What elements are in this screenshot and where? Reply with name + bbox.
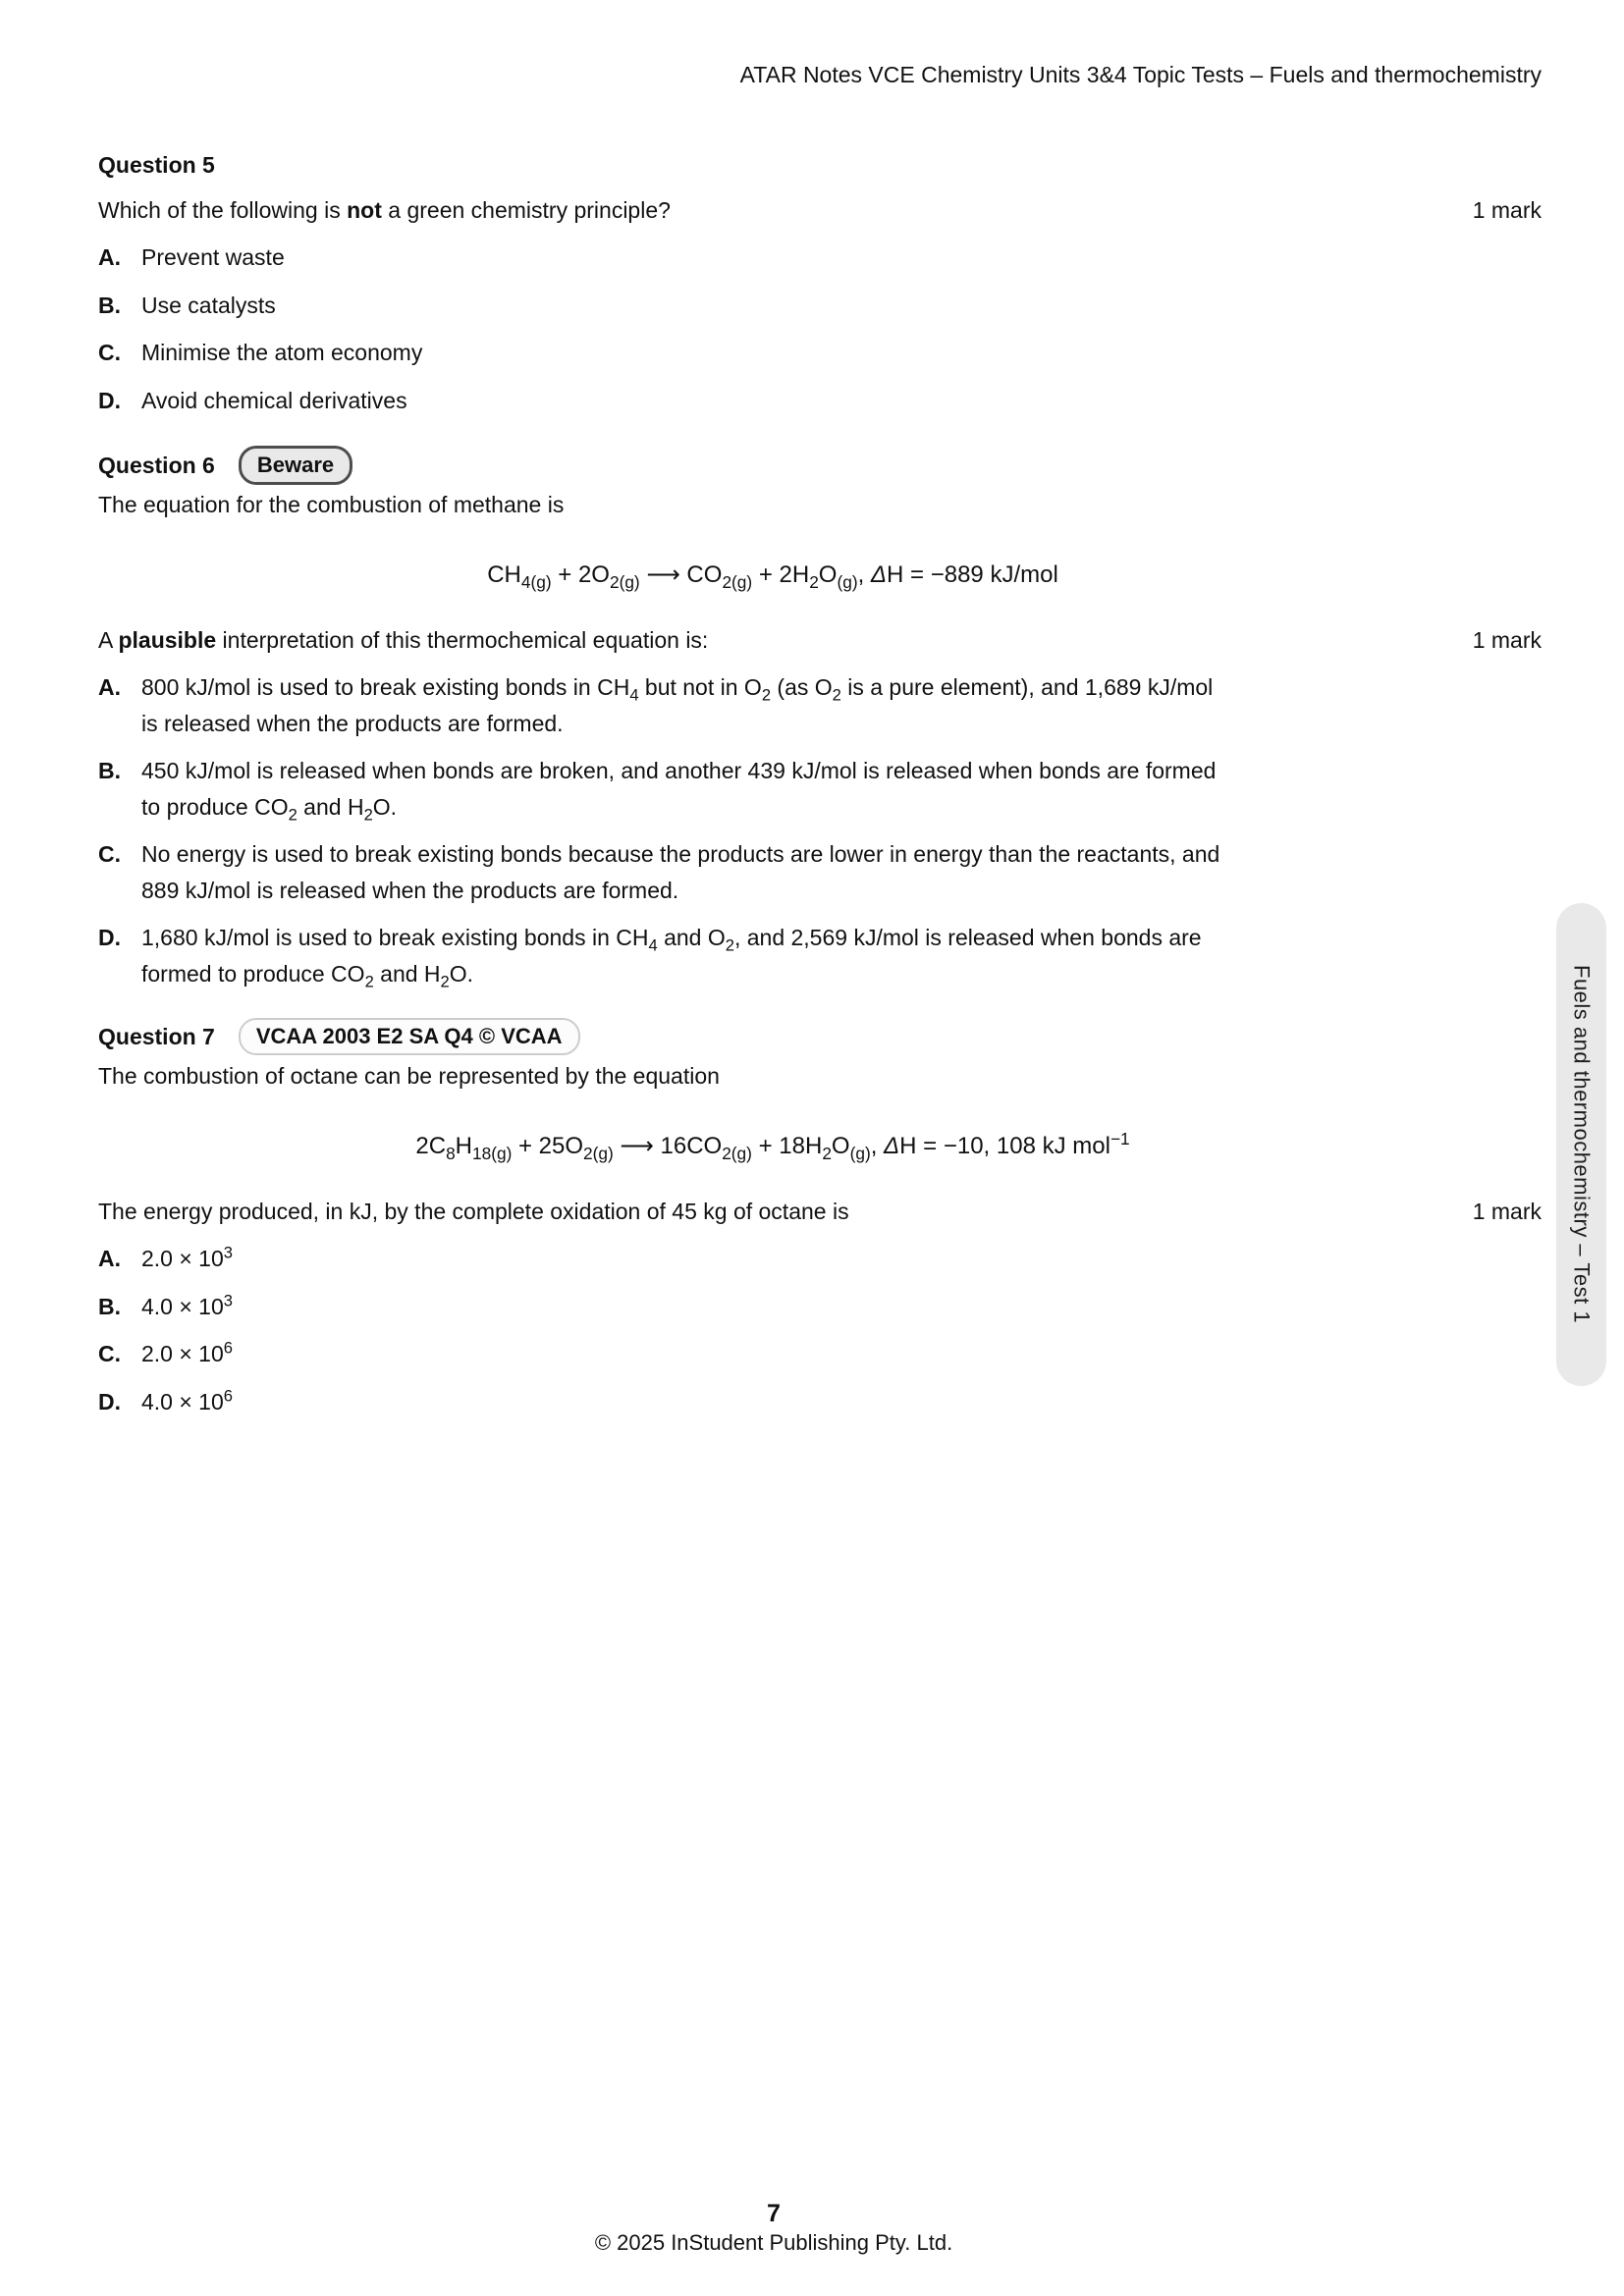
vcaa-source-badge: VCAA 2003 E2 SA Q4 © VCAA (239, 1018, 580, 1056)
question-7-number: Question 7 (98, 1024, 215, 1049)
question-5-prompt: Which of the following is not a green chemistry principle? (98, 197, 671, 223)
question-6-marks: 1 mark (1472, 627, 1542, 653)
question-7-equation: $2C_8H_{18(g)} + 25O_{2(g)}$ ⟶ $16CO_{2(g)} + 18H_2O_{(g)}$, ΔH = −10, 108 kJ mol$^{-1}$ (415, 1129, 1130, 1163)
question-7-marks: 1 mark (1472, 1199, 1542, 1224)
question-7-prompt: The energy produced, in kJ, by the complete oxidation of 45 kg of octane is (98, 1199, 849, 1224)
side-tab-label: Fuels and thermochemistry – Test 1 (1569, 965, 1595, 1324)
question-6-heading (98, 444, 1542, 487)
option-letter: B. (98, 292, 121, 318)
question-6-prompt-row (98, 622, 1542, 658)
option-letter: A. (98, 244, 121, 270)
option-text: $4.0 \times 10^3$ (141, 1290, 233, 1319)
question-6-options (98, 669, 1542, 991)
option-letter: A. (98, 674, 121, 700)
question-7-prompt-row (98, 1194, 1542, 1229)
question-7-option-a (98, 1241, 1542, 1277)
page-footer (0, 2199, 1547, 2258)
question-7-intro: The combustion of octane can be represented by the equation (98, 1063, 720, 1089)
question-7-option-d (98, 1384, 1542, 1420)
option-letter: C. (98, 1341, 121, 1366)
beware-badge: Beware (239, 446, 352, 486)
option-text: $2.0 \times 10^3$ (141, 1243, 233, 1271)
question-5-option-a (98, 240, 1542, 276)
question-5-number: Question 5 (98, 152, 215, 178)
question-5-marks: 1 mark (1472, 197, 1542, 223)
option-text: $4.0 \times 10^6$ (141, 1385, 233, 1415)
question-6 (98, 444, 1542, 991)
question-5-prompt-row (98, 192, 1542, 228)
option-text: $2.0 \times 10^6$ (141, 1338, 233, 1366)
page-number: 7 (767, 2200, 781, 2227)
question-6-option-b (98, 753, 1542, 825)
question-6-option-a (98, 669, 1542, 741)
question-5-heading (98, 143, 1542, 187)
question-6-equation: $CH_{4(g)} + 2O_{2(g)}$ ⟶ $CO_{2(g)} + 2H_2O_{(g)}$, ΔH = −889 kJ/mol (487, 561, 1058, 592)
page-content (98, 143, 1542, 1419)
option-text: 1,680 kJ/mol is used to break existing bonds in $CH_4$ and $O_2$, and 2,569 kJ/mol is released when bonds are formed to produce $CO_2$ and $H_2O$. (141, 925, 1202, 991)
option-text: 800 kJ/mol is used to break existing bonds in $CH_4$ but not in $O_2$ (as $O_2$ is a pure element), and 1,689 kJ/mol is released when the products are formed. (141, 674, 1214, 736)
option-letter: D. (98, 1388, 121, 1415)
question-5-option-d (98, 383, 1542, 419)
option-text: Prevent waste (141, 244, 285, 270)
option-letter: B. (98, 1293, 121, 1319)
option-text: 450 kJ/mol is released when bonds are broken, and another 439 kJ/mol is released when bonds are formed to produce $CO_2$ and $H_2O$. (141, 758, 1217, 825)
option-letter: D. (98, 925, 121, 950)
question-7-option-b (98, 1289, 1542, 1325)
copyright-notice: © 2025 InStudent Publishing Pty. Ltd. (594, 2230, 953, 2255)
page-header (0, 0, 1542, 88)
question-7-options (98, 1241, 1542, 1419)
option-text: No energy is used to break existing bonds because the products are lower in energy than the reactants, and 889 kJ/mol is released when the products are formed. (141, 841, 1220, 903)
question-6-option-c (98, 836, 1542, 908)
question-5-options (98, 240, 1542, 418)
option-letter: C. (98, 340, 121, 365)
option-letter: C. (98, 841, 121, 867)
option-letter: D. (98, 387, 121, 413)
option-text: Use catalysts (141, 292, 276, 318)
question-6-number: Question 6 (98, 453, 215, 478)
question-5 (98, 143, 1542, 418)
question-7 (98, 1015, 1542, 1419)
question-6-prompt: A plausible interpretation of this thermochemical equation is: (98, 627, 709, 653)
question-6-option-d (98, 920, 1542, 991)
question-5-option-c (98, 335, 1542, 371)
option-letter: B. (98, 758, 121, 783)
side-tab (1556, 903, 1606, 1386)
question-7-option-c (98, 1336, 1542, 1372)
question-7-heading (98, 1015, 1542, 1058)
header-title: ATAR Notes VCE Chemistry Units 3&4 Topic Tests – Fuels and thermochemistry (739, 62, 1542, 87)
option-letter: A. (98, 1246, 121, 1271)
question-5-option-b (98, 288, 1542, 324)
option-text: Minimise the atom economy (141, 340, 423, 365)
question-6-intro: The equation for the combustion of methane is (98, 492, 565, 517)
option-text: Avoid chemical derivatives (141, 387, 407, 413)
